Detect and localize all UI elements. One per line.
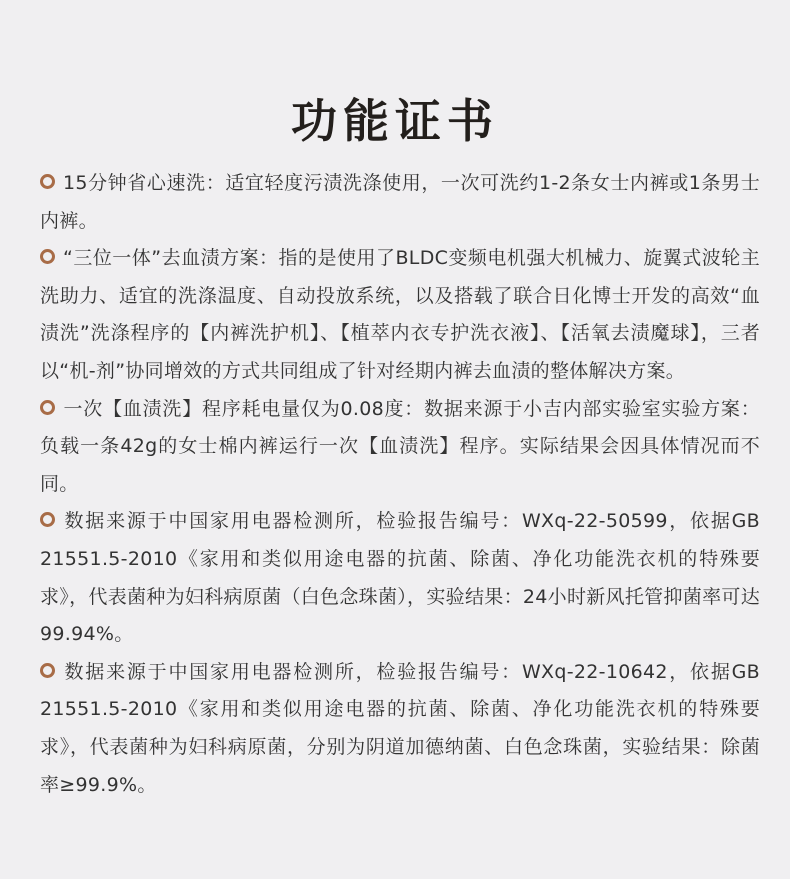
- ring-bullet-icon: [40, 400, 55, 415]
- ring-bullet-icon: [40, 249, 55, 264]
- feature-list: [40, 165, 760, 804]
- list-item-text: 数据来源于中国家用电器检测所，检验报告编号：WXq-22-10642，依据GB 21551.5-2010《家用和类似用途电器的抗菌、除菌、净化功能洗衣机的特殊要求》，代表菌种为妇科病原菌，分别为阴道加德纳菌、白色念珠菌，实验结果：除菌率≥99.9%。: [40, 660, 760, 796]
- ring-bullet-icon: [40, 512, 55, 527]
- list-item: [40, 240, 760, 390]
- page-title: 功能证书: [291, 93, 499, 148]
- ring-bullet-icon: [40, 663, 55, 678]
- list-item: [40, 654, 760, 804]
- list-item: [40, 503, 760, 653]
- list-item-text: “三位一体”去血渍方案：指的是使用了BLDC变频电机强大机械力、旋翼式波轮主洗助力、适宜的洗涤温度、自动投放系统，以及搭载了联合日化博士开发的高效“血渍洗”洗涤程序的【内裤洗护机】、【植萃内衣专护洗衣液】、【活氧去渍魔球】，三者以“机-剂”协同增效的方式共同组成了针对经期内裤去血渍的整体解决方案。: [40, 247, 760, 382]
- ring-bullet-icon: [40, 174, 55, 189]
- list-item: [40, 391, 760, 504]
- list-item-text: 15分钟省心速洗：适宜轻度污渍洗涤使用，一次可洗约1-2条女士内裤或1条男士内裤。: [40, 172, 760, 232]
- list-item-text: 一次【血渍洗】程序耗电量仅为0.08度：数据来源于小吉内部实验室实验方案：负载一条42g的女士棉内裤运行一次【血渍洗】程序。实际结果会因具体情况而不同。: [40, 397, 760, 495]
- list-item-text: 数据来源于中国家用电器检测所，检验报告编号：WXq-22-50599，依据GB 21551.5-2010《家用和类似用途电器的抗菌、除菌、净化功能洗衣机的特殊要求》，代表菌种为妇科病原菌（白色念珠菌），实验结果：24小时新风托管抑菌率可达99.94%。: [40, 510, 760, 646]
- list-item: [40, 165, 760, 240]
